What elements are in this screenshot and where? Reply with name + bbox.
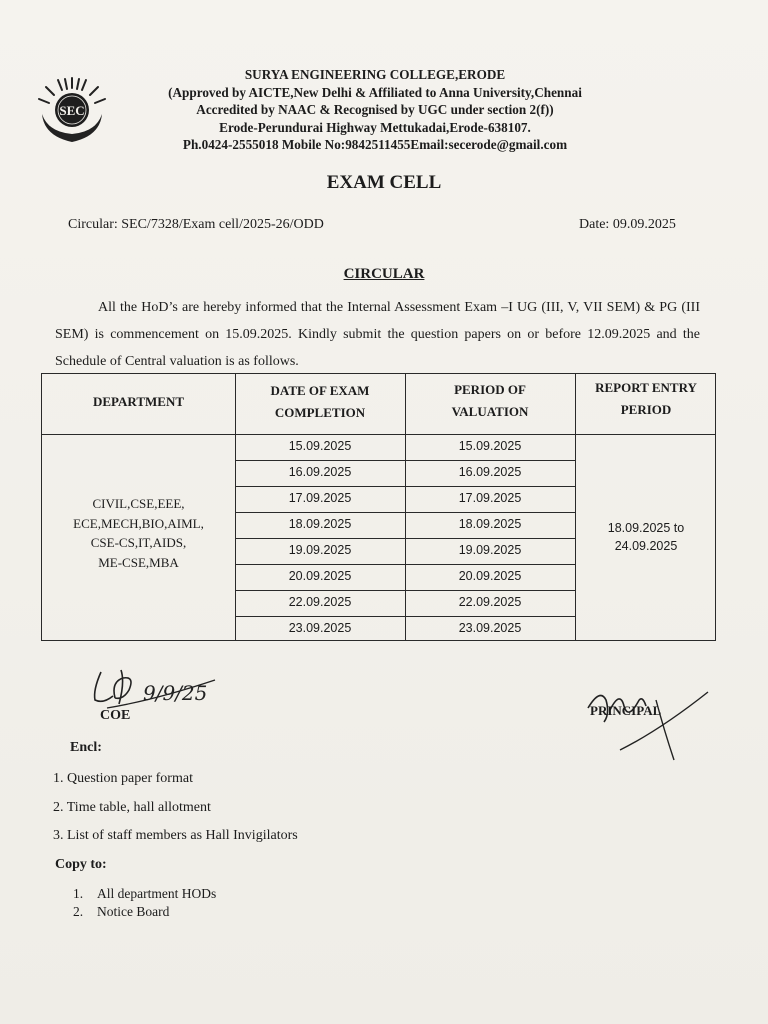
exam-completion-date: 19.09.2025 [288, 543, 352, 557]
college-name: SURYA ENGINEERING COLLEGE,ERODE [244, 67, 506, 82]
report-period-end: 24.09.2025 [614, 539, 678, 553]
header-report-entry-line1: REPORT ENTRY [595, 380, 697, 395]
principal-signature-icon [580, 680, 710, 765]
copy-to-item [73, 904, 169, 920]
enclosure-item: 2. Time table, hall allotment [53, 800, 211, 815]
header-report-entry [575, 377, 717, 421]
principal-label: PRINCIPAL [590, 703, 662, 718]
exam-completion-date: 18.09.2025 [288, 517, 352, 531]
copy-to-item-text: All department HODs [97, 886, 217, 901]
college-header [120, 66, 630, 154]
circular-body: All the HoD’s are hereby informed that the Internal Assessment Exam –I UG (III, V, VII SEM) & PG (III SEM) is commencement on 15.09.2025. Kindly submit the question papers on or before 12.09.2025 and the Schedule of Central valuation is as follows. [55, 300, 700, 369]
exam-completion-date: 23.09.2025 [288, 621, 352, 635]
header-valuation-period-line2: VALUATION [451, 404, 529, 419]
copy-to-item-number: 2. [73, 904, 84, 919]
copy-to-item [73, 886, 216, 902]
valuation-date: 17.09.2025 [458, 491, 522, 505]
svg-text:SEC: SEC [59, 103, 85, 118]
valuation-date: 22.09.2025 [458, 595, 522, 609]
page-title: EXAM CELL [326, 172, 442, 193]
department-list [42, 494, 235, 572]
valuation-date: 15.09.2025 [458, 439, 522, 453]
header-valuation-period [405, 379, 575, 423]
enclosure-item: 3. List of staff members as Hall Invigilators [53, 828, 298, 843]
circular-reference: Circular: SEC/7328/Exam cell/2025-26/ODD [68, 217, 324, 232]
valuation-date: 18.09.2025 [458, 517, 522, 531]
college-logo-icon [34, 74, 110, 146]
department-line: ME-CSE,MBA [98, 554, 179, 570]
header-exam-completion [235, 380, 405, 424]
valuation-schedule-table [41, 373, 716, 641]
exam-completion-date: 17.09.2025 [288, 491, 352, 505]
enclosures-label: Encl: [70, 740, 102, 755]
exam-completion-date: 22.09.2025 [288, 595, 352, 609]
svg-text:9/9/25: 9/9/25 [143, 681, 208, 705]
exam-completion-date: 20.09.2025 [288, 569, 352, 583]
valuation-date: 16.09.2025 [458, 465, 522, 479]
department-line: CSE-CS,IT,AIDS, [90, 535, 187, 550]
circular-heading: CIRCULAR [343, 266, 425, 282]
header-exam-completion-line2: COMPLETION [274, 405, 366, 420]
college-contact: Ph.0424-2555018 Mobile No:9842511455Email:secerode@gmail.com [182, 137, 568, 153]
copy-to-item-text: Notice Board [97, 904, 170, 919]
header-department: DEPARTMENT [92, 394, 185, 409]
college-approval: (Approved by AICTE,New Delhi & Affiliated to Anna University,Chennai [168, 84, 582, 100]
exam-completion-date: 16.09.2025 [288, 465, 352, 479]
valuation-date: 20.09.2025 [458, 569, 522, 583]
copy-to-item-number: 1. [73, 886, 84, 901]
circular-date: Date: 09.09.2025 [579, 217, 676, 232]
exam-completion-date: 15.09.2025 [288, 439, 352, 453]
department-line: CIVIL,CSE,EEE, [92, 496, 185, 511]
header-valuation-period-line1: PERIOD OF [454, 382, 526, 397]
report-period-start: 18.09.2025 to [607, 521, 685, 535]
coe-label: COE [100, 708, 131, 723]
valuation-date: 23.09.2025 [458, 621, 522, 635]
valuation-date: 19.09.2025 [458, 543, 522, 557]
department-line: ECE,MECH,BIO,AIML, [73, 515, 204, 531]
college-address: Erode-Perundurai Highway Mettukadai,Erode-638107. [219, 119, 531, 135]
header-report-entry-line2: PERIOD [620, 402, 672, 417]
report-entry-period [575, 519, 717, 555]
copy-to-label: Copy to: [55, 857, 107, 872]
header-exam-completion-line1: DATE OF EXAM [270, 383, 370, 398]
college-accreditation: Accredited by NAAC & Recognised by UGC under section 2(f)) [196, 102, 554, 118]
enclosure-item: 1. Question paper format [53, 771, 193, 786]
